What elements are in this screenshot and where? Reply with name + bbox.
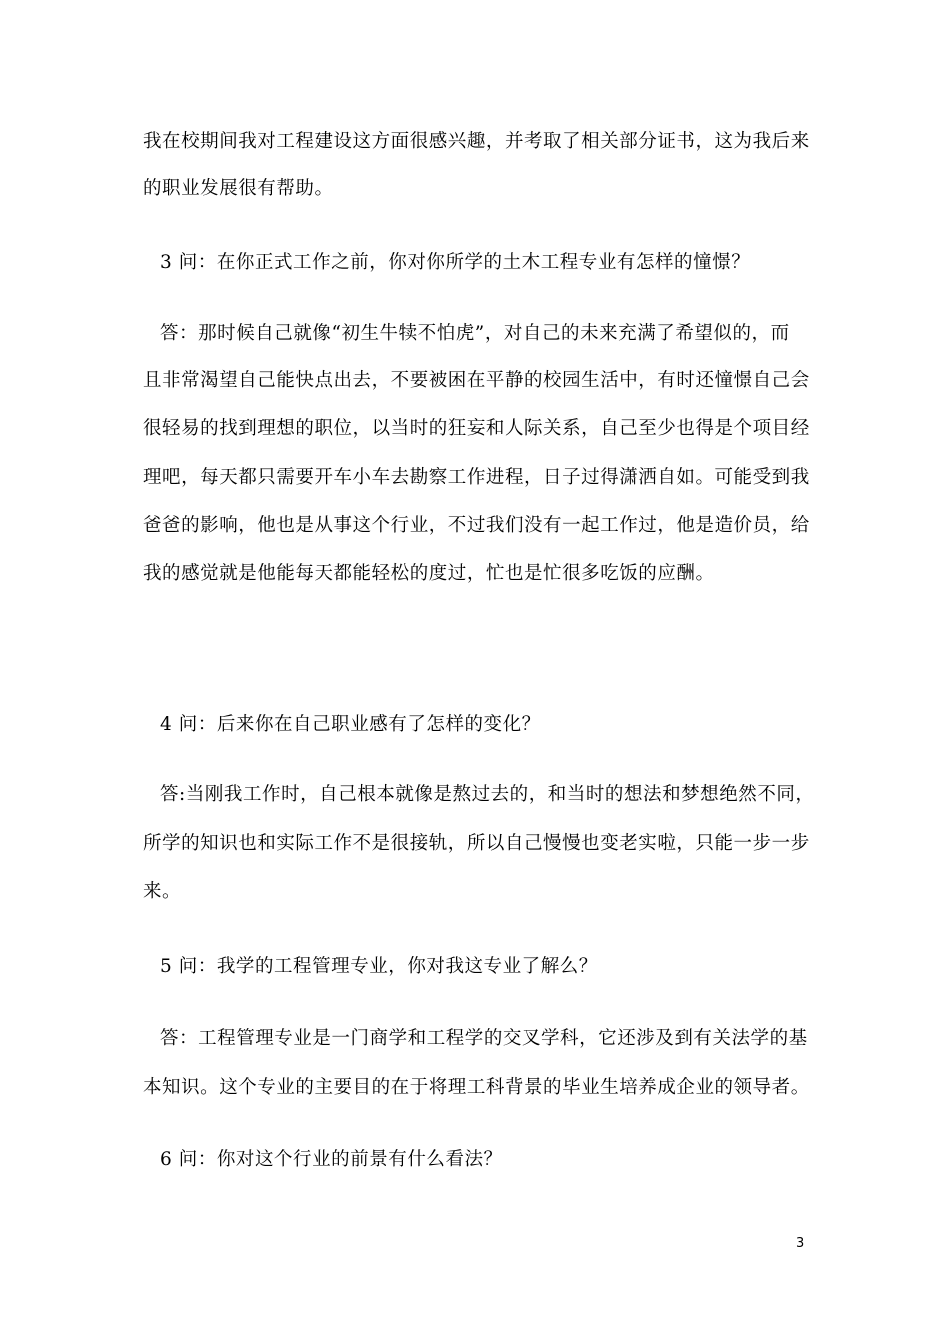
answer-line: 我的感觉就是他能每天都能轻松的度过，忙也是忙很多吃饭的应酬。 bbox=[143, 563, 715, 584]
answer-line: 且非常渴望自己能快点出去，不要被困在平静的校园生活中，有时还憧憬自己会 bbox=[143, 370, 810, 391]
answer-line: 所学的知识也和实际工作不是很接轨，所以自己慢慢也变老实啦，只能一步一步 bbox=[143, 833, 810, 854]
body-text-line: 的职业发展很有帮助。 bbox=[143, 178, 334, 199]
page-number: 3 bbox=[796, 1236, 805, 1251]
question-line: 3 问：在你正式工作之前，你对你所学的土木工程专业有怎样的憧憬？ bbox=[160, 252, 751, 273]
answer-line: 答：工程管理专业是一门商学和工程学的交叉学科，它还涉及到有关法学的基 bbox=[160, 1028, 808, 1049]
answer-line: 很轻易的找到理想的职位，以当时的狂妄和人际关系，自己至少也得是个项目经 bbox=[143, 418, 810, 439]
answer-line: 来。 bbox=[143, 881, 182, 902]
answer-line: 爸爸的影响，他也是从事这个行业，不过我们没有一起工作过，他是造价员，给 bbox=[143, 515, 810, 536]
answer-line: 本知识。这个专业的主要目的在于将理工科背景的毕业生培养成企业的领导者。 bbox=[143, 1077, 810, 1098]
answer-line: 理吧，每天都只需要开车小车去勘察工作进程，日子过得潇洒自如。可能受到我 bbox=[143, 467, 810, 488]
question-line: 5 问：我学的工程管理专业，你对我这专业了解么？ bbox=[160, 956, 598, 977]
answer-line: 答:当刚我工作时，自己根本就像是熬过去的，和当时的想法和梦想绝然不同， bbox=[160, 784, 815, 805]
body-text-line: 我在校期间我对工程建设这方面很感兴趣，并考取了相关部分证书，这为我后来 bbox=[143, 131, 810, 152]
answer-line: 答：那时候自己就像“初生牛犊不怕虎”，对自己的未来充满了希望似的，而 bbox=[160, 323, 790, 344]
question-line: 6 问：你对这个行业的前景有什么看法？ bbox=[160, 1149, 503, 1170]
question-line: 4 问：后来你在自己职业感有了怎样的变化？ bbox=[160, 714, 541, 735]
